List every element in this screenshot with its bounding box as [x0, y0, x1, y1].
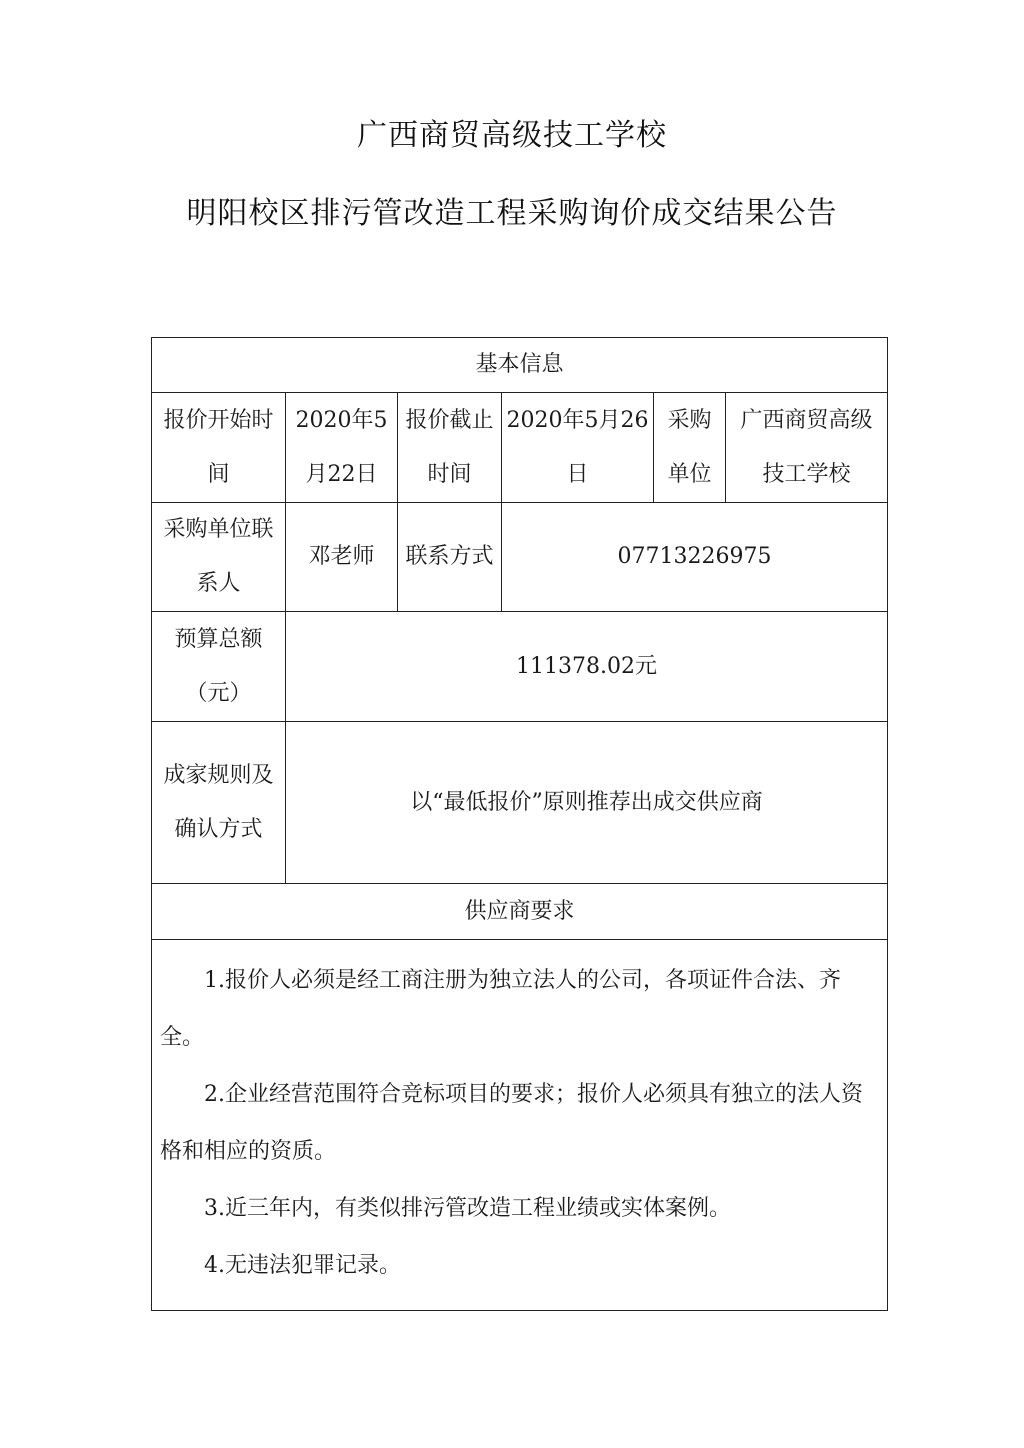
basic-info-header: 基本信息: [152, 338, 888, 393]
supplier-requirements-header: 供应商要求: [152, 884, 888, 940]
quote-start-label: 报价开始时间: [152, 393, 286, 503]
quote-end-label: 报价截止时间: [398, 393, 502, 503]
rule-label: 成家规则及确认方式: [152, 722, 286, 884]
document-title-line-1: 广西商贸高级技工学校: [357, 118, 667, 153]
announcement-table: [151, 337, 888, 1311]
budget-value: 111378.02元: [286, 612, 888, 722]
contact-person-value: 邓老师: [286, 503, 398, 612]
contact-person-label: 采购单位联系人: [152, 503, 286, 612]
purchaser-label: 采购单位: [654, 393, 726, 503]
requirement-item: 2.企业经营范围符合竞标项目的要求；报价人必须具有独立的法人资格和相应的资质。: [160, 1082, 863, 1164]
quote-start-value: 2020年5月22日: [286, 393, 398, 503]
rule-value: 以“最低报价”原则推荐出成交供应商: [286, 722, 888, 884]
requirement-item: 1.报价人必须是经工商注册为独立法人的公司，各项证件合法、齐全。: [160, 968, 841, 1050]
document-title-line-2: 明阳校区排污管改造工程采购询价成交结果公告: [186, 196, 838, 231]
requirement-item: 4.无违法犯罪记录。: [204, 1253, 401, 1278]
contact-method-value: 07713226975: [502, 503, 888, 612]
quote-end-value: 2020年5月26日: [502, 393, 654, 503]
contact-method-label: 联系方式: [398, 503, 502, 612]
requirement-item: 3.近三年内，有类似排污管改造工程业绩或实体案例。: [204, 1196, 731, 1221]
supplier-requirements-list: [152, 940, 888, 1311]
budget-label: 预算总额（元）: [152, 612, 286, 722]
purchaser-value: 广西商贸高级技工学校: [726, 393, 888, 503]
